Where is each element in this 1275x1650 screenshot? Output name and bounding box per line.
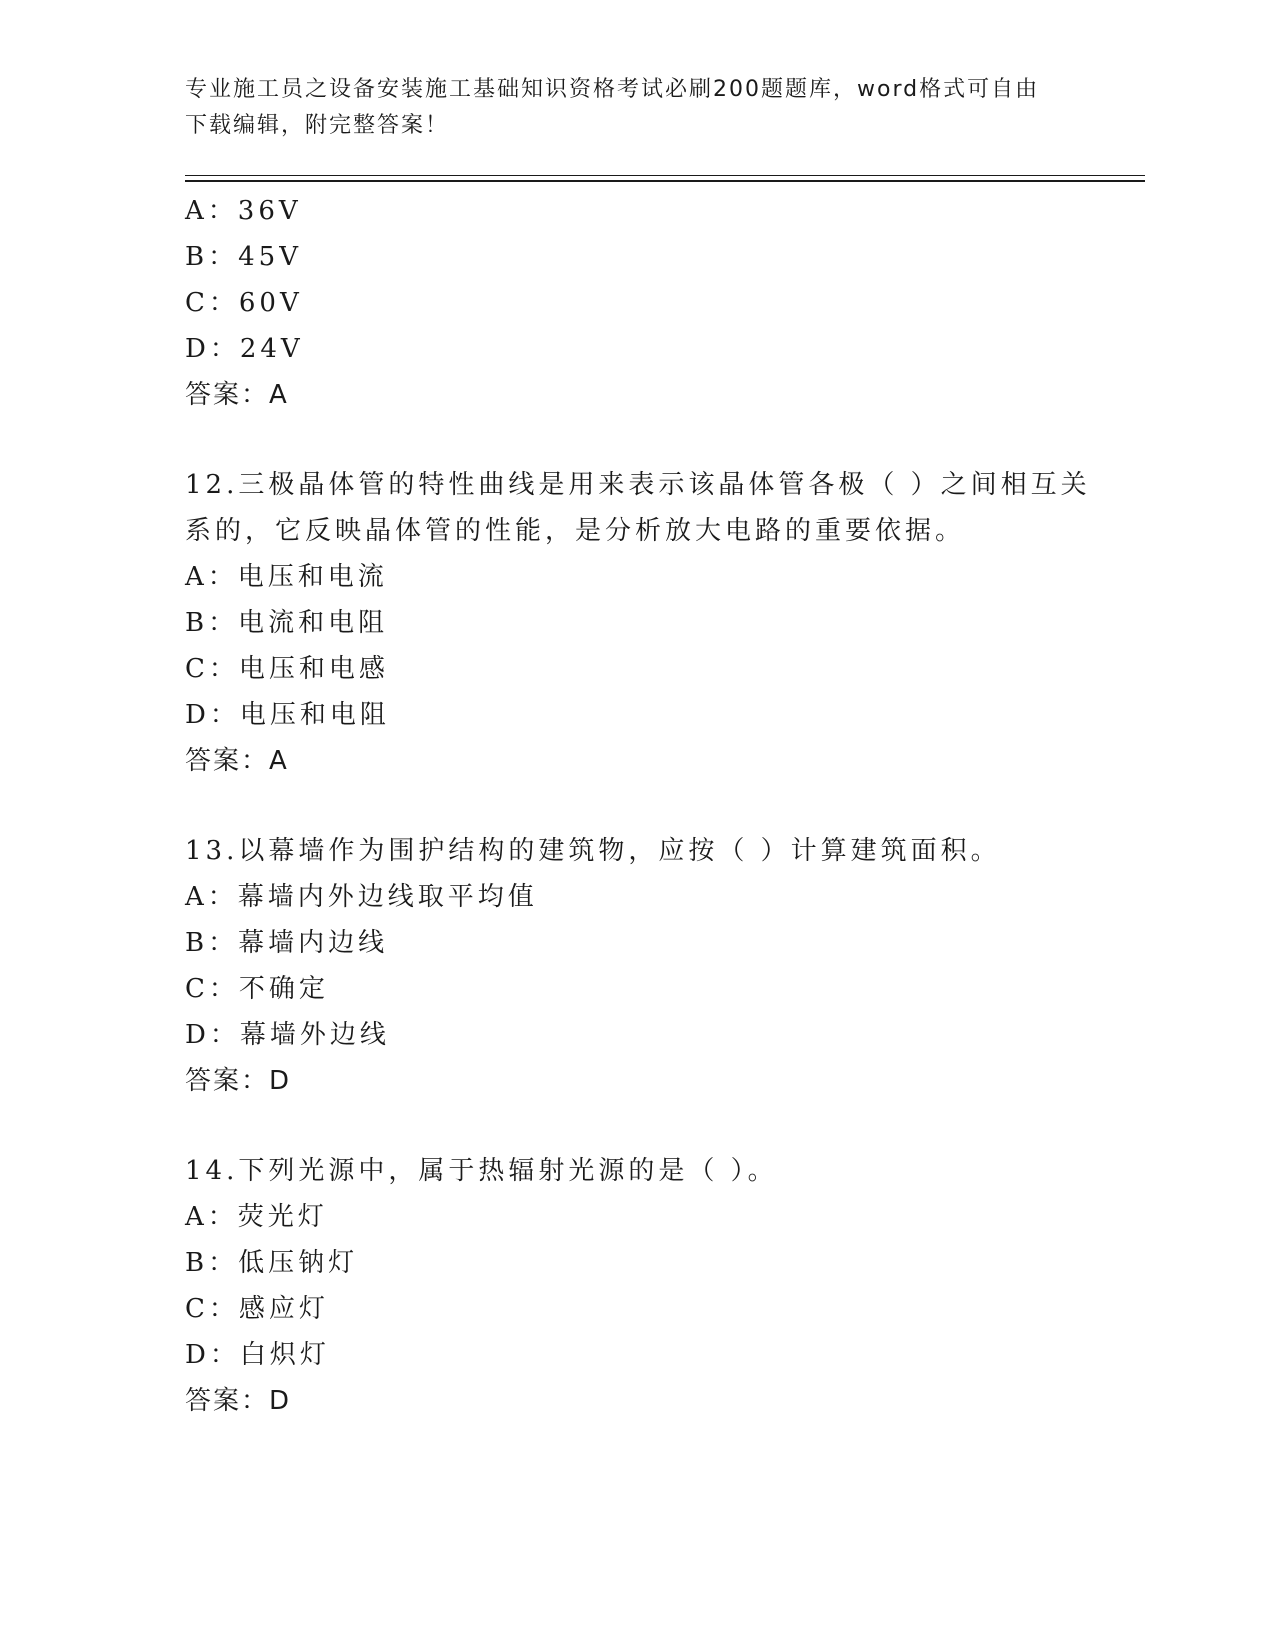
question-list xyxy=(185,188,1091,1424)
spacer xyxy=(185,1104,1085,1148)
option-d: D：电压和电阻 xyxy=(185,700,390,730)
option-b: B：45V xyxy=(185,242,302,272)
option-c: C：60V xyxy=(185,288,303,318)
option-a: A：36V xyxy=(185,196,302,226)
question-text-line-1: 14.下列光源中，属于热辐射光源的是（ ）。 xyxy=(185,1156,778,1186)
question-text-line-2: 系的，它反映晶体管的性能，是分析放大电路的重要依据。 xyxy=(185,516,966,546)
option-b: B：低压钠灯 xyxy=(185,1248,359,1278)
option-d: D：白炽灯 xyxy=(185,1340,330,1370)
question-text-line-1: 13.以幕墙作为围护结构的建筑物，应按（ ）计算建筑面积。 xyxy=(185,836,1001,866)
header-divider-thin xyxy=(185,175,1145,176)
header-title-line-1: 专业施工员之设备安装施工基础知识资格考试必刷200题题库，word格式可自由 xyxy=(185,77,1040,102)
option-c: C：不确定 xyxy=(185,974,329,1004)
question-14 xyxy=(185,1148,1085,1424)
spacer xyxy=(185,418,1085,462)
option-d: D：幕墙外边线 xyxy=(185,1020,390,1050)
option-b: B：幕墙内边线 xyxy=(185,928,389,958)
question-13 xyxy=(185,828,1085,1104)
option-a: A：荧光灯 xyxy=(185,1202,328,1232)
option-a: A：幕墙内外边线取平均值 xyxy=(185,882,538,912)
header-divider-thick xyxy=(185,180,1145,182)
spacer xyxy=(185,784,1085,828)
question-12 xyxy=(185,462,1091,784)
option-d: D：24V xyxy=(185,334,304,364)
answer-line: 答案：D xyxy=(185,1066,292,1096)
option-b: B：电流和电阻 xyxy=(185,608,389,638)
question-11 xyxy=(185,188,1085,418)
option-c: C：电压和电感 xyxy=(185,654,389,684)
header-title-line-2: 下载编辑，附完整答案！ xyxy=(185,113,450,138)
option-a: A：电压和电流 xyxy=(185,562,388,592)
document-header xyxy=(185,72,1085,144)
option-c: C：感应灯 xyxy=(185,1294,329,1324)
question-text-line-1: 12.三极晶体管的特性曲线是用来表示该晶体管各极（ ）之间相互关 xyxy=(185,470,1091,500)
answer-line: 答案：A xyxy=(185,380,289,410)
answer-line: 答案：A xyxy=(185,746,289,776)
answer-line: 答案：D xyxy=(185,1386,292,1416)
